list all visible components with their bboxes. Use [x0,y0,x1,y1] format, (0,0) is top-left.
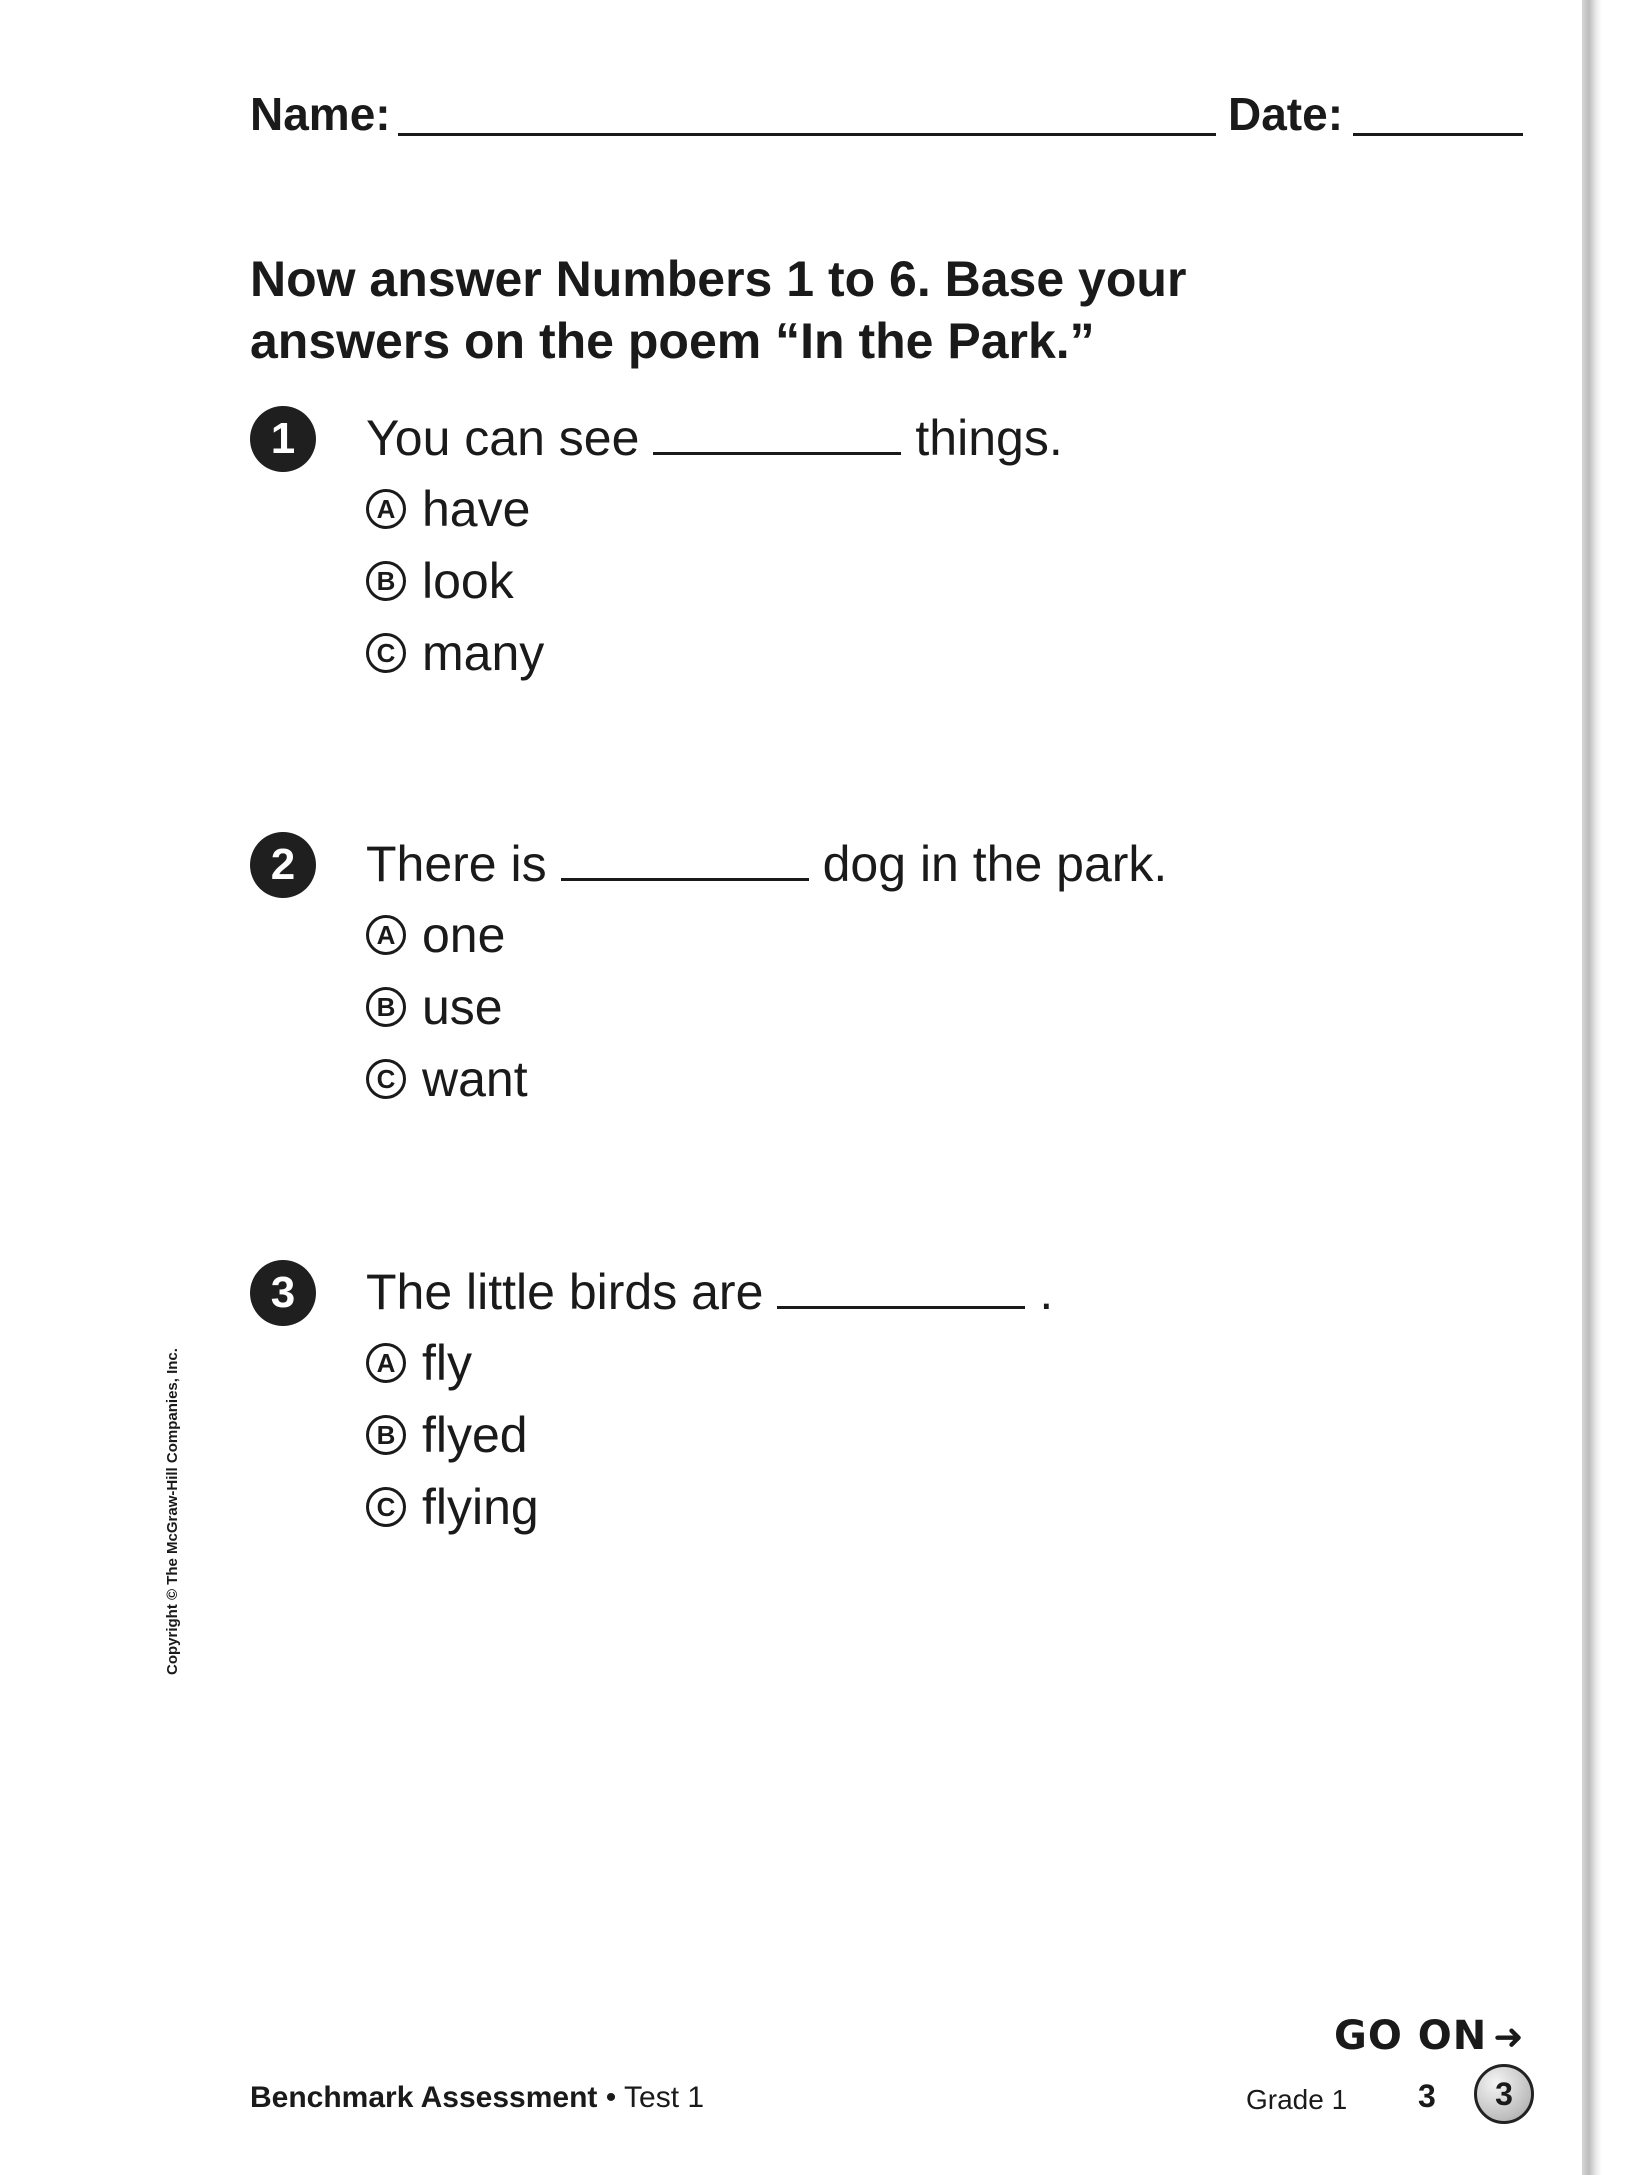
stem-after: . [1039,1264,1054,1320]
stem-before: The little birds are [366,1264,764,1320]
choice-text: want [422,1051,528,1107]
answer-blank [561,877,809,881]
answer-bubble-c[interactable]: C [366,1059,406,1099]
test-label: Test 1 [624,2081,705,2114]
answer-bubble-a[interactable]: A [366,915,406,955]
stem-after: dog in the park. [822,836,1168,892]
question-stem [366,834,1167,894]
answer-bubble-c[interactable]: C [366,633,406,673]
choice-b[interactable] [366,1404,528,1466]
question-stem [366,1262,1053,1322]
answer-bubble-b[interactable]: B [366,987,406,1027]
stem-after: things. [915,410,1063,466]
arrow-right-icon: ➜ [1493,2017,1525,2058]
choice-c[interactable] [366,622,544,684]
question-number-badge: 1 [250,406,316,472]
choice-c[interactable] [366,1048,528,1110]
directions: Now answer Numbers 1 to 6. Base your answers on the poem “In the Park.” [250,251,1187,369]
copyright-text: Copyright © The McGraw-Hill Companies, Inc. [164,1348,181,1675]
grade-label: Grade 1 [1246,2084,1348,2115]
choice-text: flyed [422,1407,528,1463]
answer-bubble-b[interactable]: B [366,1415,406,1455]
page-edge-shadow [1582,0,1602,2175]
page-number: 3 [1418,2078,1436,2114]
choice-text: look [422,553,514,609]
assessment-title: Benchmark Assessment [250,2081,598,2114]
choice-c[interactable] [366,1476,539,1538]
go-on-prompt [1334,2010,1524,2064]
answer-bubble-b[interactable]: B [366,561,406,601]
answer-blank [653,451,901,455]
choice-b[interactable] [366,550,514,612]
stem-before: You can see [366,410,640,466]
footer-separator: • [605,2081,617,2114]
stem-before: There is [366,836,547,892]
question-stem [366,408,1063,468]
choice-a[interactable] [366,1332,472,1394]
footer-assessment [250,2078,704,2118]
choice-a[interactable] [366,904,505,966]
choice-text: one [422,907,506,963]
choice-a[interactable] [366,478,530,540]
name-field[interactable] [398,133,1216,136]
page-number-badge: 3 [1474,2064,1534,2124]
choice-text: use [422,979,503,1035]
choice-text: have [422,481,531,537]
choice-text: many [422,625,545,681]
question-number-badge: 2 [250,832,316,898]
date-label: Date: [1228,88,1344,140]
choice-text: flying [422,1479,539,1535]
name-label: Name: [250,88,391,140]
date-field[interactable] [1353,133,1523,136]
choice-b[interactable] [366,976,503,1038]
answer-bubble-a[interactable]: A [366,489,406,529]
choice-text: fly [422,1335,472,1391]
question-number-badge: 3 [250,1260,316,1326]
answer-blank [777,1305,1025,1309]
answer-bubble-a[interactable]: A [366,1343,406,1383]
answer-bubble-c[interactable]: C [366,1487,406,1527]
go-on-label: GO ON [1334,2013,1488,2059]
